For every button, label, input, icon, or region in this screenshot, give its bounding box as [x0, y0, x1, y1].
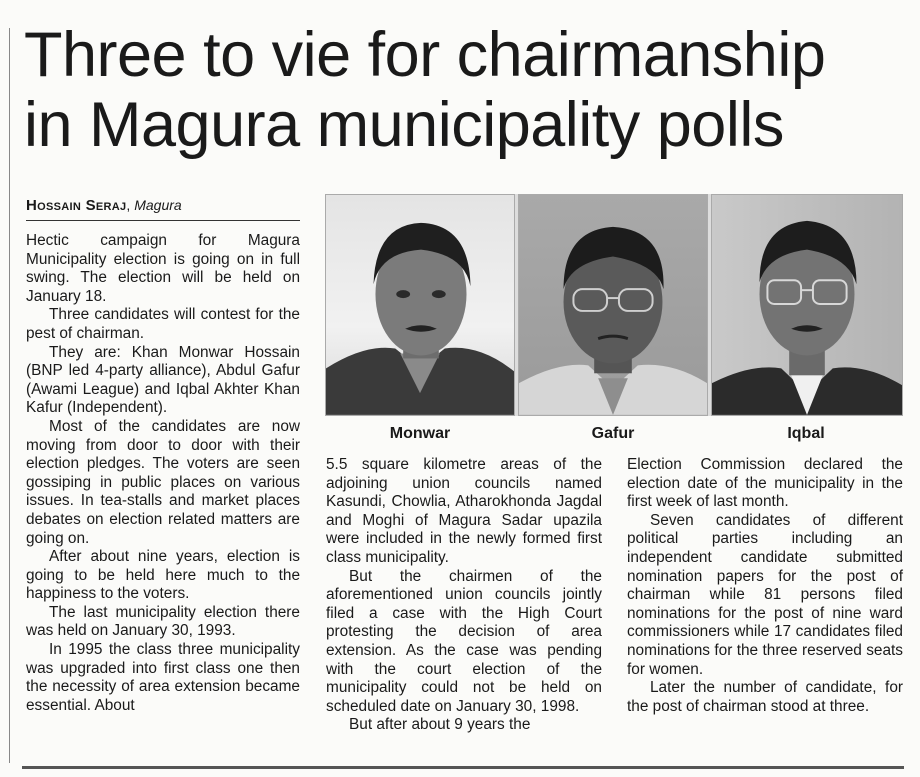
- paragraph: Three candidates will contest for the pest of chairman.: [26, 306, 300, 342]
- paragraph: But the chairmen of the aforementioned union councils jointly filed a case with the High Court protesting the decision of area extension. As the case was pending with the court election of the municipality could not be held on scheduled date on January 30, 1998.: [326, 567, 602, 715]
- body-column-2: [326, 456, 602, 735]
- body-column-1: [26, 232, 300, 715]
- paragraph: But after about 9 years the: [349, 716, 531, 734]
- headline: [24, 20, 914, 160]
- photo-caption-iqbal: Iqbal: [787, 425, 825, 442]
- paragraph: Seven candidates of different political parties including an independent candidate submitted nomination papers for the post of chairman while 81 persons filed nominations for the post of nine ward commissioners while 17 candidates filed nominations for the three reserved seats for women.: [627, 511, 903, 678]
- headline-line-2: in Magura municipality polls: [24, 90, 784, 160]
- byline-place: Magura: [134, 197, 182, 213]
- paragraph: 5.5 square kilometre areas of the adjoining union councils named Kasundi, Chowlia, Atharokhonda Jagdal and Moghi of Magura Sadar upazila were included in the newly formed first class municipality.: [326, 456, 602, 566]
- photo-caption-gafur: Gafur: [591, 425, 635, 442]
- portrait-photo-icon: [712, 195, 902, 415]
- byline-author: Hossain Seraj: [26, 197, 127, 214]
- photo-caption-monwar: Monwar: [389, 425, 451, 442]
- paragraph: The last municipality election there was held on January 30, 1993.: [26, 603, 300, 640]
- byline-rule: [26, 220, 300, 221]
- paragraph: Later the number of candidate, for the post of chairman stood at three.: [627, 679, 903, 715]
- portrait-photo-icon: [519, 195, 707, 415]
- paragraph: They are: Khan Monwar Hossain (BNP led 4-party alliance), Abdul Gafur (Awami League) and Iqbal Akhter Khan Kafur (Independent).: [26, 343, 300, 417]
- body-column-3: [627, 456, 903, 716]
- paragraph: Election Commission declared the election date of the municipality in the first week of last month.: [627, 456, 903, 511]
- byline: Hossain Seraj, Magura: [26, 197, 182, 214]
- portrait-photo-monwar: [325, 194, 515, 416]
- portrait-photo-gafur: [518, 194, 708, 416]
- paragraph: Hectic campaign for Magura Municipality election is going on in full swing. The election will be held on January 18.: [26, 232, 300, 305]
- paragraph: Most of the candidates are now moving from door to door with their election pledges. The voters are seen gossiping in public places on various issues. In tea-stalls and market places debates on election related matters are going on.: [26, 417, 300, 547]
- paragraph: After about nine years, election is going to be held here much to the happiness to the voters.: [26, 548, 300, 603]
- headline-line-1: Three to vie for chairmanship: [24, 20, 826, 90]
- portrait-photo-iqbal: [711, 194, 903, 416]
- bottom-rule: [22, 766, 904, 769]
- paragraph: In 1995 the class three municipality was upgraded into first class one then the necessity of area extension became essential. About: [26, 641, 300, 714]
- candidate-photos: [325, 194, 903, 416]
- left-column-rule: [9, 28, 10, 763]
- portrait-photo-icon: [326, 195, 514, 415]
